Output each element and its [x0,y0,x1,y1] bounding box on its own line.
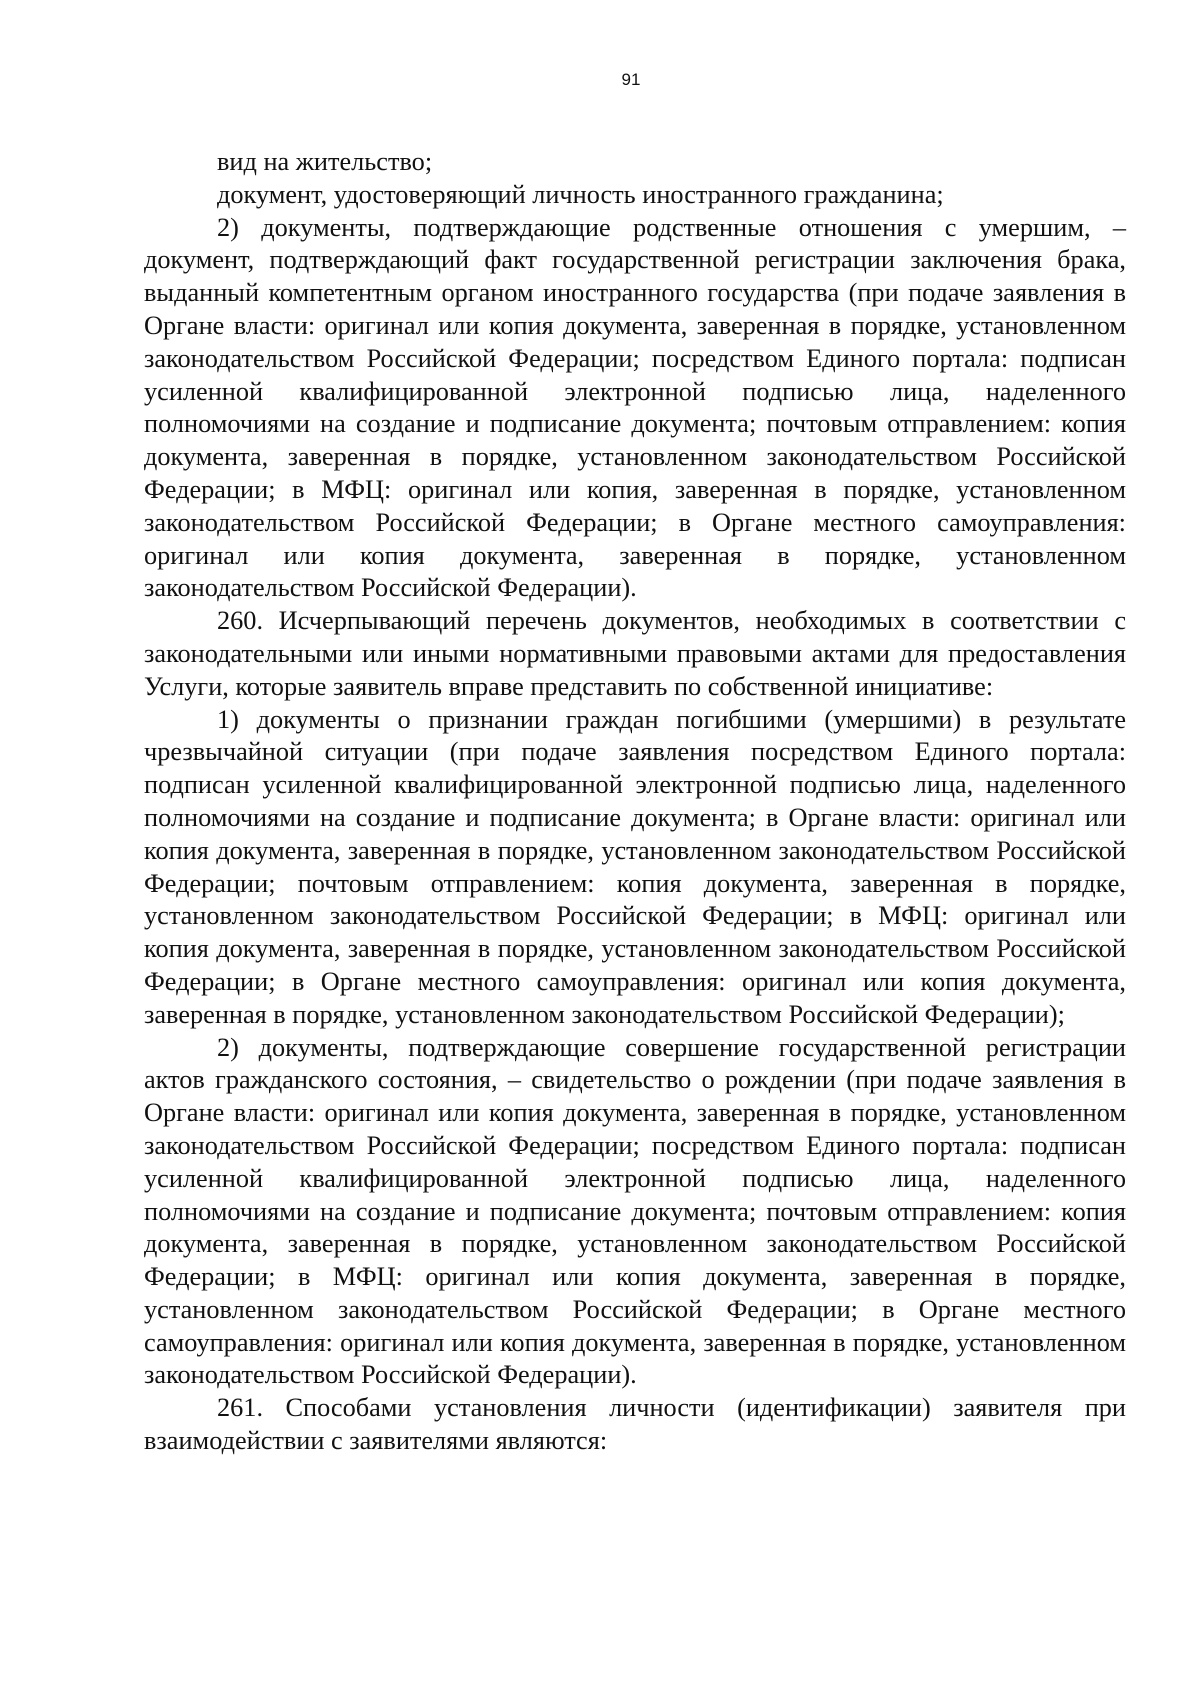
paragraph-260-item-1: 1) документы о признании граждан погибшими (умершими) в результате чрезвычайной ситуации (при подаче заявления посредством Единого портала: подписан усиленной квалифицированной электронной подписью лица, наделенного полномочиями на создание и подписание документа; в Органе власти: оригинал или копия документа, заверенная в порядке, установленном законодательством Российской Федерации; почтовым отправлением: копия документа, заверенная в порядке, установленном законодательством Российской Федерации; в МФЦ: оригинал или копия документа, заверенная в порядке, установленном законодательством Российской Федерации; в Органе местного самоуправления: оригинал или копия документа, заверенная в порядке, установленном законодательством Российской Федерации); [144,704,1126,1029]
paragraph-foreign-id: документ, удостоверяющий личность иностранного гражданина; [217,179,944,209]
paragraph-260-item-2: 2) документы, подтверждающие совершение государственной регистрации актов гражданского состояния, – свидетельство о рождении (при подаче заявления в Органе власти: оригинал или копия документа, заверенная в порядке, установленном законодательством Российской Федерации; посредством Единого портала: подписан усиленной квалифицированной электронной подписью лица, наделенного полномочиями на создание и подписание документа; почтовым отправлением: копия документа, заверенная в порядке, установленном законодательством Российской Федерации; в МФЦ: оригинал или копия документа, заверенная в порядке, установленном законодательством Российской Федерации; в Органе местного самоуправления: оригинал или копия документа, заверенная в порядке, установленном законодательством Российской Федерации). [144,1032,1126,1390]
page-number: 91 [621,70,641,89]
paragraph-260: 260. Исчерпывающий перечень документов, необходимых в соответствии с законодательными или иными нормативными правовыми актами для предоставления Услуги, которые заявитель вправе представить по собственной инициативе: [144,606,1126,701]
paragraph-residence-permit: вид на жительство; [217,147,433,176]
document-body [144,146,1126,1458]
paragraph-261: 261. Способами установления личности (идентификации) заявителя при взаимодействии с заявителями являются: [144,1393,1126,1456]
paragraph-kinship-documents: 2) документы, подтверждающие родственные отношения с умершим, – документ, подтверждающий факт государственной регистрации заключения брака, выданный компетентным органом иностранного государства (при подаче заявления в Органе власти: оригинал или копия документа, заверенная в порядке, установленном законодательством Российской Федерации; посредством Единого портала: подписан усиленной квалифицированной электронной подписью лица, наделенного полномочиями на создание и подписание документа; почтовым отправлением: копия документа, заверенная в порядке, установленном законодательством Российской Федерации; в МФЦ: оригинал или копия, заверенная в порядке, установленном законодательством Российской Федерации; в Органе местного самоуправления: оригинал или копия документа, заверенная в порядке, установленном законодательством Российской Федерации). [144,212,1126,603]
